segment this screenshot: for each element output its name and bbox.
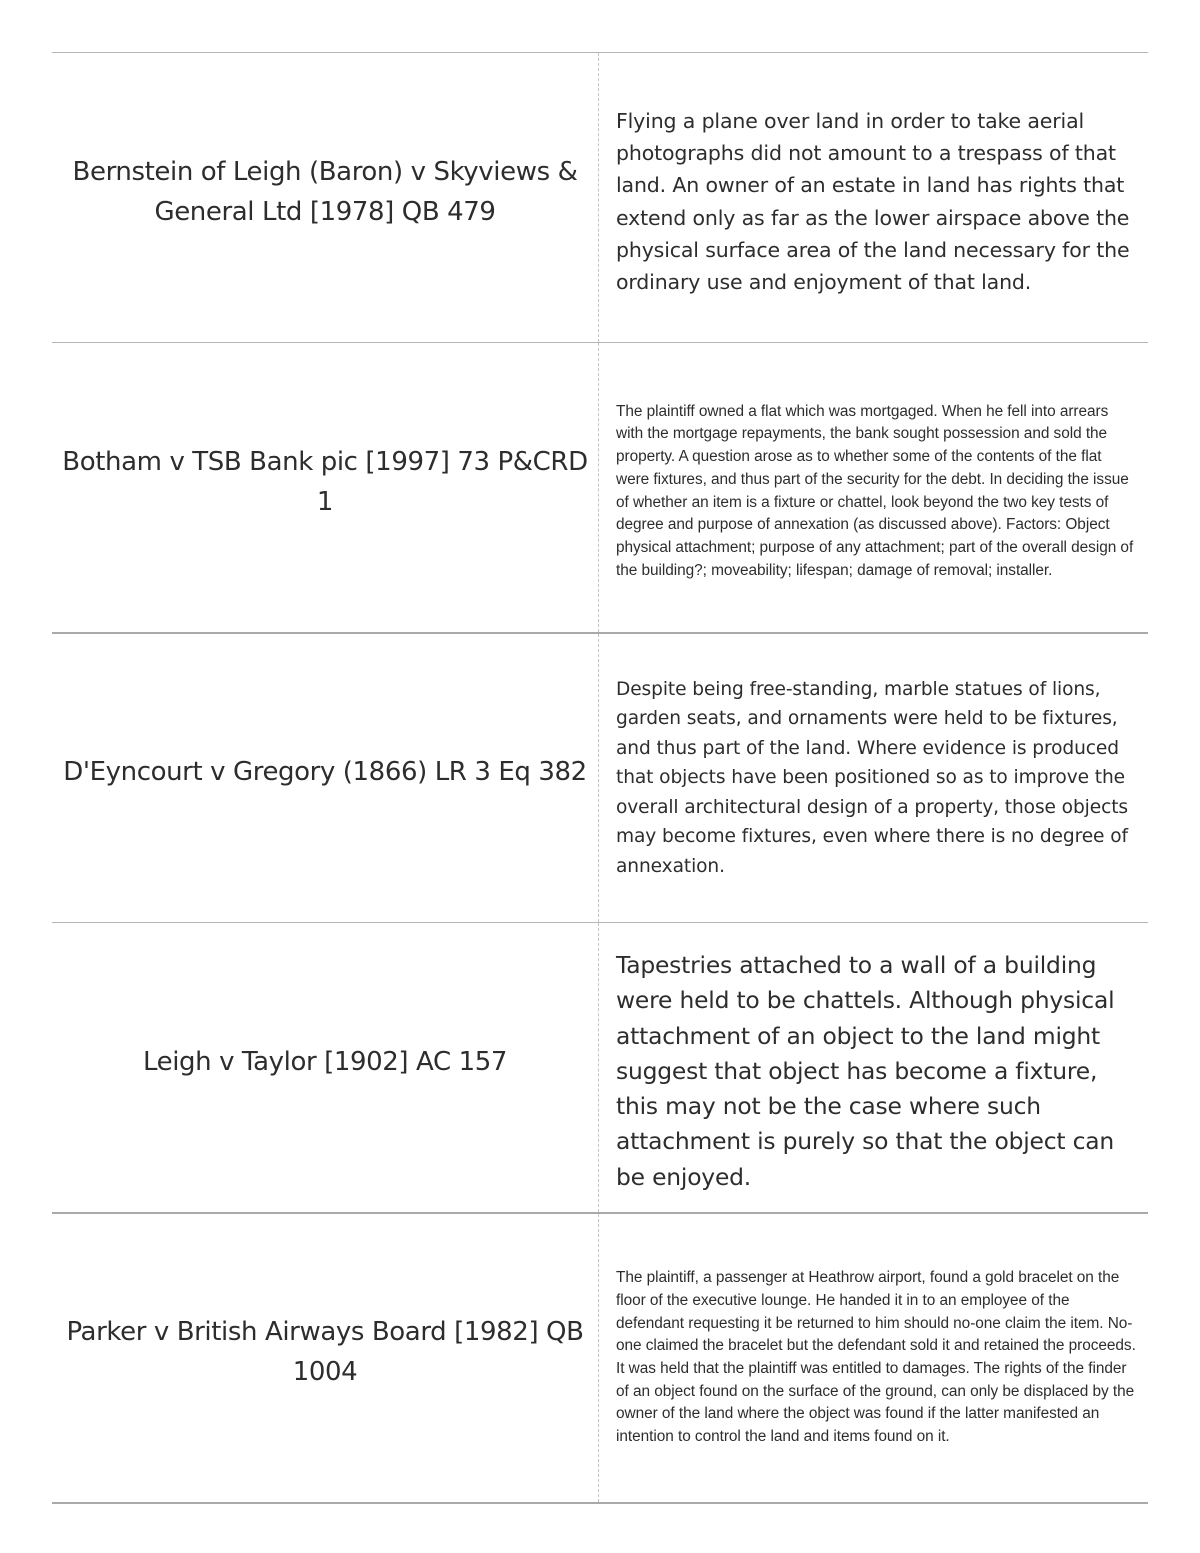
case-name: Bernstein of Leigh (Baron) v Skyviews & General Ltd [1978] QB 479: [72, 156, 578, 227]
case-name: Leigh v Taylor [1902] AC 157: [142, 1046, 508, 1077]
flashcard: [52, 342, 1148, 632]
flashcard-sheet: [52, 52, 1148, 1504]
case-summary: The plaintiff owned a flat which was mortgaged. When he fell into arrears with the mortgage repayments, the bank sought possession and sold the property. A question arose as to whether some of the contents of the flat were fixtures, and thus part of the security for the debt. In deciding the issue of whether an item is a fixture or chattel, look beyond the two key tests of degree and purpose of annexation (as discussed above). Factors: Object physical attachment; purpose of any attachment; part of the overall design of the building?; moveability; lifespan; damage of removal; installer.: [616, 402, 1134, 579]
case-name: Botham v TSB Bank pic [1997] 73 P&CRD 1: [62, 446, 588, 517]
case-summary: Flying a plane over land in order to take aerial photographs did not amount to a trespass of that land. An owner of an estate in land has rights that extend only as far as the lower airspace above the physical surface area of the land necessary for the ordinary use and enjoyment of that land.: [616, 108, 1130, 295]
flashcard: [52, 1212, 1148, 1502]
case-name: D'Eyncourt v Gregory (1866) LR 3 Eq 382: [63, 757, 587, 787]
flashcard-definition-cell: [599, 923, 1148, 1212]
case-summary: Tapestries attached to a wall of a building were held to be chattels. Although physical attachment of an object to the land might suggest that object has become a fixture, this may not be the case where such attachment is purely so that the object can be enjoyed.: [616, 951, 1115, 1191]
flashcard-term-cell: [52, 923, 599, 1212]
flashcard-definition-cell: [599, 634, 1148, 922]
flashcard-definition-cell: [599, 1214, 1148, 1502]
flashcard-definition-cell: [599, 343, 1148, 632]
flashcard-definition-cell: [599, 53, 1148, 342]
flashcard-term-cell: [52, 343, 599, 632]
flashcard: [52, 632, 1148, 922]
flashcard-term-cell: [52, 1214, 599, 1502]
case-summary: Despite being free-standing, marble statues of lions, garden seats, and ornaments were held to be fixtures, and thus part of the land. Where evidence is produced that objects have been positioned so as to improve the overall architectural design of a property, those objects may become fixtures, even where there is no degree of annexation.: [616, 678, 1128, 877]
flashcard: [52, 52, 1148, 342]
case-name: Parker v British Airways Board [1982] QB 1004: [66, 1317, 584, 1387]
flashcard-term-cell: [52, 634, 599, 922]
flashcard: [52, 922, 1148, 1212]
flashcard-term-cell: [52, 53, 599, 342]
divider: [52, 1502, 1148, 1504]
case-summary: The plaintiff, a passenger at Heathrow airport, found a gold bracelet on the floor of the executive lounge. He handed it in to an employee of the defendant requesting it be returned to him should no-one claim the item. No-one claimed the bracelet but the defendant sold it and retained the proceeds. It was held that the plaintiff was entitled to damages. The rights of the finder of an object found on the surface of the ground, can only be displaced by the owner of the land where the object was found if the latter manifested an intention to control the land and items found on it.: [616, 1269, 1136, 1446]
